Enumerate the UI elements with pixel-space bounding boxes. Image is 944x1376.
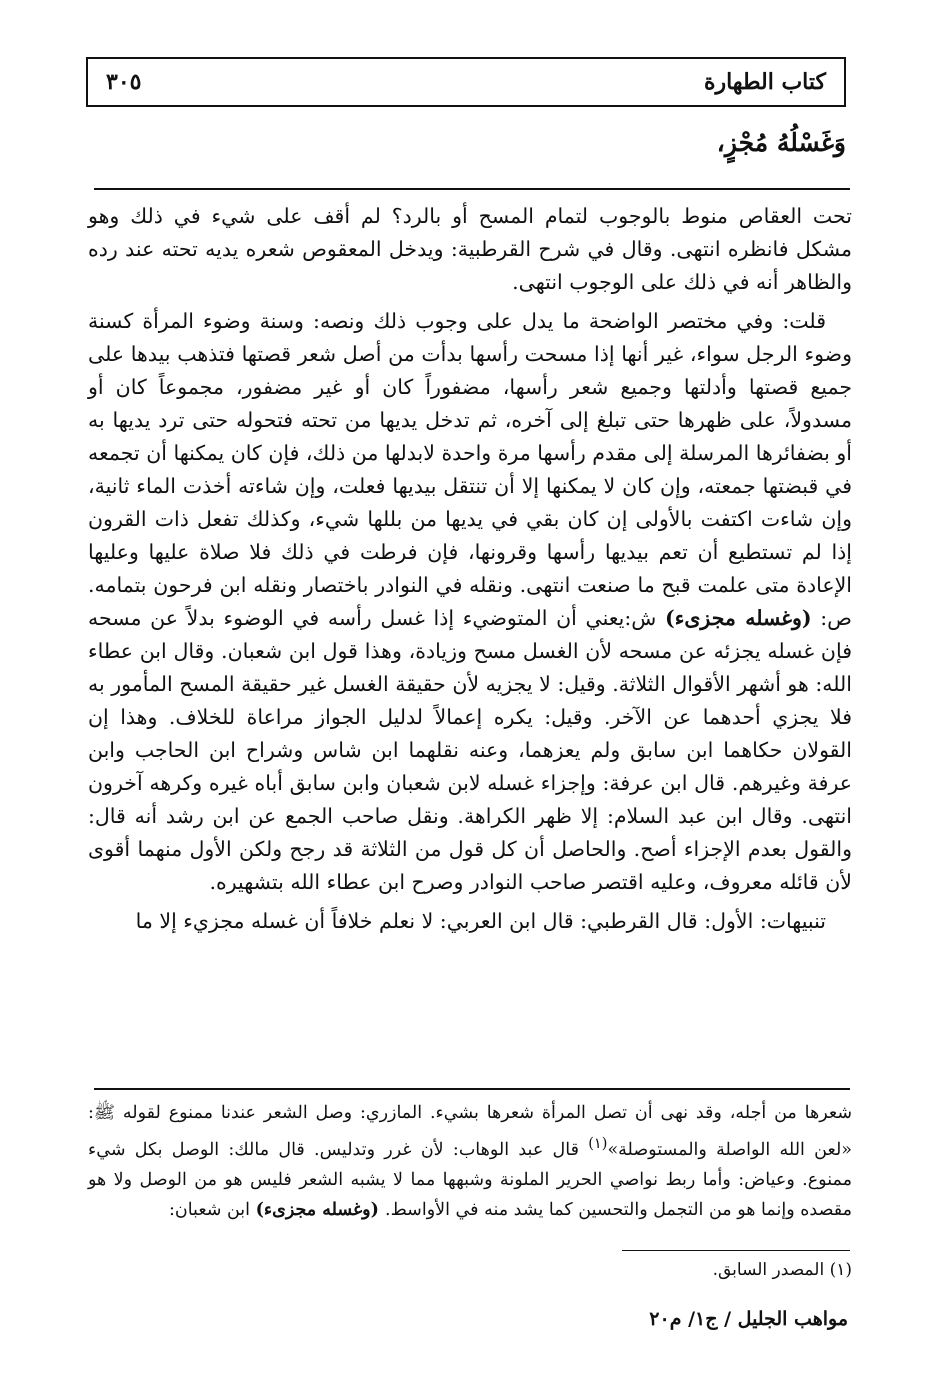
quoted-matn: (وغسله مجزىء) bbox=[255, 1200, 385, 1221]
commentary-text: ش:يعني أن المتوضيء إذا غسل رأسه في الوضوء بدلاً عن مسحه فإن غسله يجزئه عن مسحه لأن الغسل مسح وزيادة، وهذا قول ابن شعبان. وقال ابن عطاء الله: هو أشهر الأقوال الثلاثة. وقيل: لا يجزيه لأن حقيقة الغسل غير حقيقة المسح المأمور به فلا يجزي أحدهما عن الآخر. وقيل: يكره إعمالاً لدليل الجواز مراعاة للخلاف. وهذا إن القولان حكاهما ابن سابق ولم يعزهما، وعنه نقلهما ابن شاس وشراح ابن الحاجب وابن عرفة وغيرهم. قال ابن عرفة: وإجزاء غسله لابن شعبان وابن سابق أباه غيره وكرهه آخرون انتهى. وقال ابن عبد السلام: إلا ظهر الكراهة. ونقل صاحب الجمع عن ابن رشد أنه قال: والقول بعدم الإجزاء أصح. والحاصل أن كل قول من الثلاثة قد رجح ولكن الأول منهما أقوى لأن قائله معروف، وعليه اقتصر صاحب النوادر وصرح ابن عطاء الله بتشهيره. bbox=[88, 606, 852, 894]
reference-separator bbox=[622, 1250, 850, 1251]
quoted-matn: (وغسله مجزىء) bbox=[665, 606, 812, 630]
commentary-text: قلت: وفي مختصر الواضحة ما يدل على وجوب ذلك ونصه: وسنة وضوء المرأة كسنة وضوء الرجل سواء، غير أنها إذا مسحت رأسها بدأت من أصل شعر قصتها فتذهب بيدها على جميع قصتها وأدلتها وجميع شعر رأسها، مضفوراً كان أو غير مضفور، مجموعاً كان أو مسدولاً، على ظهرها حتى تبلغ إلى آخره، ثم تدخل يديها من تحته فتحوله حتى ترد يديها به أو بضفائرها المرسلة إلى مقدم رأسها مرة واحدة لابدلها من ذلك، فإن كان يمكنها أن تجمعه في قبضتها جمعته، وإن كان لا يمكنها إلا أن تنتقل بيديها فعلت، وإن شاءته أخذت الماء ثانية، وإن شاءت اكتفت بالأولى إن كان بقي في يديها من بللها شيء، وكذلك تفعل ذات القرون إذا لم تستطيع أن تعم بيديها رأسها وقرونها، فإن فرطت في ذلك فلا صلاة عليها وعليها الإعادة متى علمت قبح ما صنعت انتهى. ونقله في النوادر باختصار ونقله ابن فرحون بتمامه. ص: bbox=[88, 309, 852, 630]
footnote-separator bbox=[94, 1088, 850, 1090]
commentary-paragraph bbox=[88, 305, 852, 899]
running-header bbox=[86, 57, 846, 107]
commentary-paragraph: تحت العقاص منوط بالوجوب لتمام المسح أو بالرد؟ لم أقف على شيء في ذلك وهو مشكل فانظره انتهى. وقال في شرح القرطبية: ويدخل المعقوص شعره يديه تحته عند رده والظاهر أنه في ذلك على الوجوب انتهى. bbox=[88, 204, 852, 294]
lower-commentary bbox=[88, 1098, 852, 1226]
lower-text: ابن شعبان: bbox=[168, 1200, 256, 1221]
commentary-body bbox=[88, 200, 852, 944]
reference-number: (١) bbox=[829, 1260, 852, 1280]
commentary-paragraph: تنبيهات: الأول: قال القرطبي: قال ابن العربي: لا نعلم خلافاً أن غسله مجزيء إلا ما bbox=[135, 909, 826, 933]
footnote-reference bbox=[88, 1256, 852, 1284]
reference-text: المصدر السابق. bbox=[712, 1260, 825, 1280]
matn-text: وَغَسْلُهُ مُجْزٍ، bbox=[716, 128, 846, 157]
lower-text: قال عبد الوهاب: لأن غرر وتدليس. قال مالك: الوصل بكل شيء ممنوع. وعياض: وأما ربط نواصي الحرير الملونة وشبهها مما لا يشبه الشعر فليس هو من الوصل ولا هو مقصده وإنما هو من التجمل والتحسين كما يشد منه في الأواسط. bbox=[88, 1139, 852, 1221]
lower-commentary-paragraph bbox=[88, 1098, 852, 1226]
page-number: ٣٠٥ bbox=[106, 69, 142, 95]
separator-rule bbox=[94, 188, 850, 190]
chapter-title: كتاب الطهارة bbox=[703, 69, 826, 95]
page-footer: مواهب الجليل / ج١/ م٢٠ bbox=[649, 1308, 848, 1330]
footnote-marker[interactable]: (١) bbox=[588, 1134, 608, 1152]
lower-text: شعرها من أجله، وقد نهى أن تصل المرأة شعرها بشيء. المازري: وصل الشعر عندنا ممنوع لقوله ﷺ: «لعن الله الواصلة والمستوصلة» bbox=[88, 1103, 852, 1160]
